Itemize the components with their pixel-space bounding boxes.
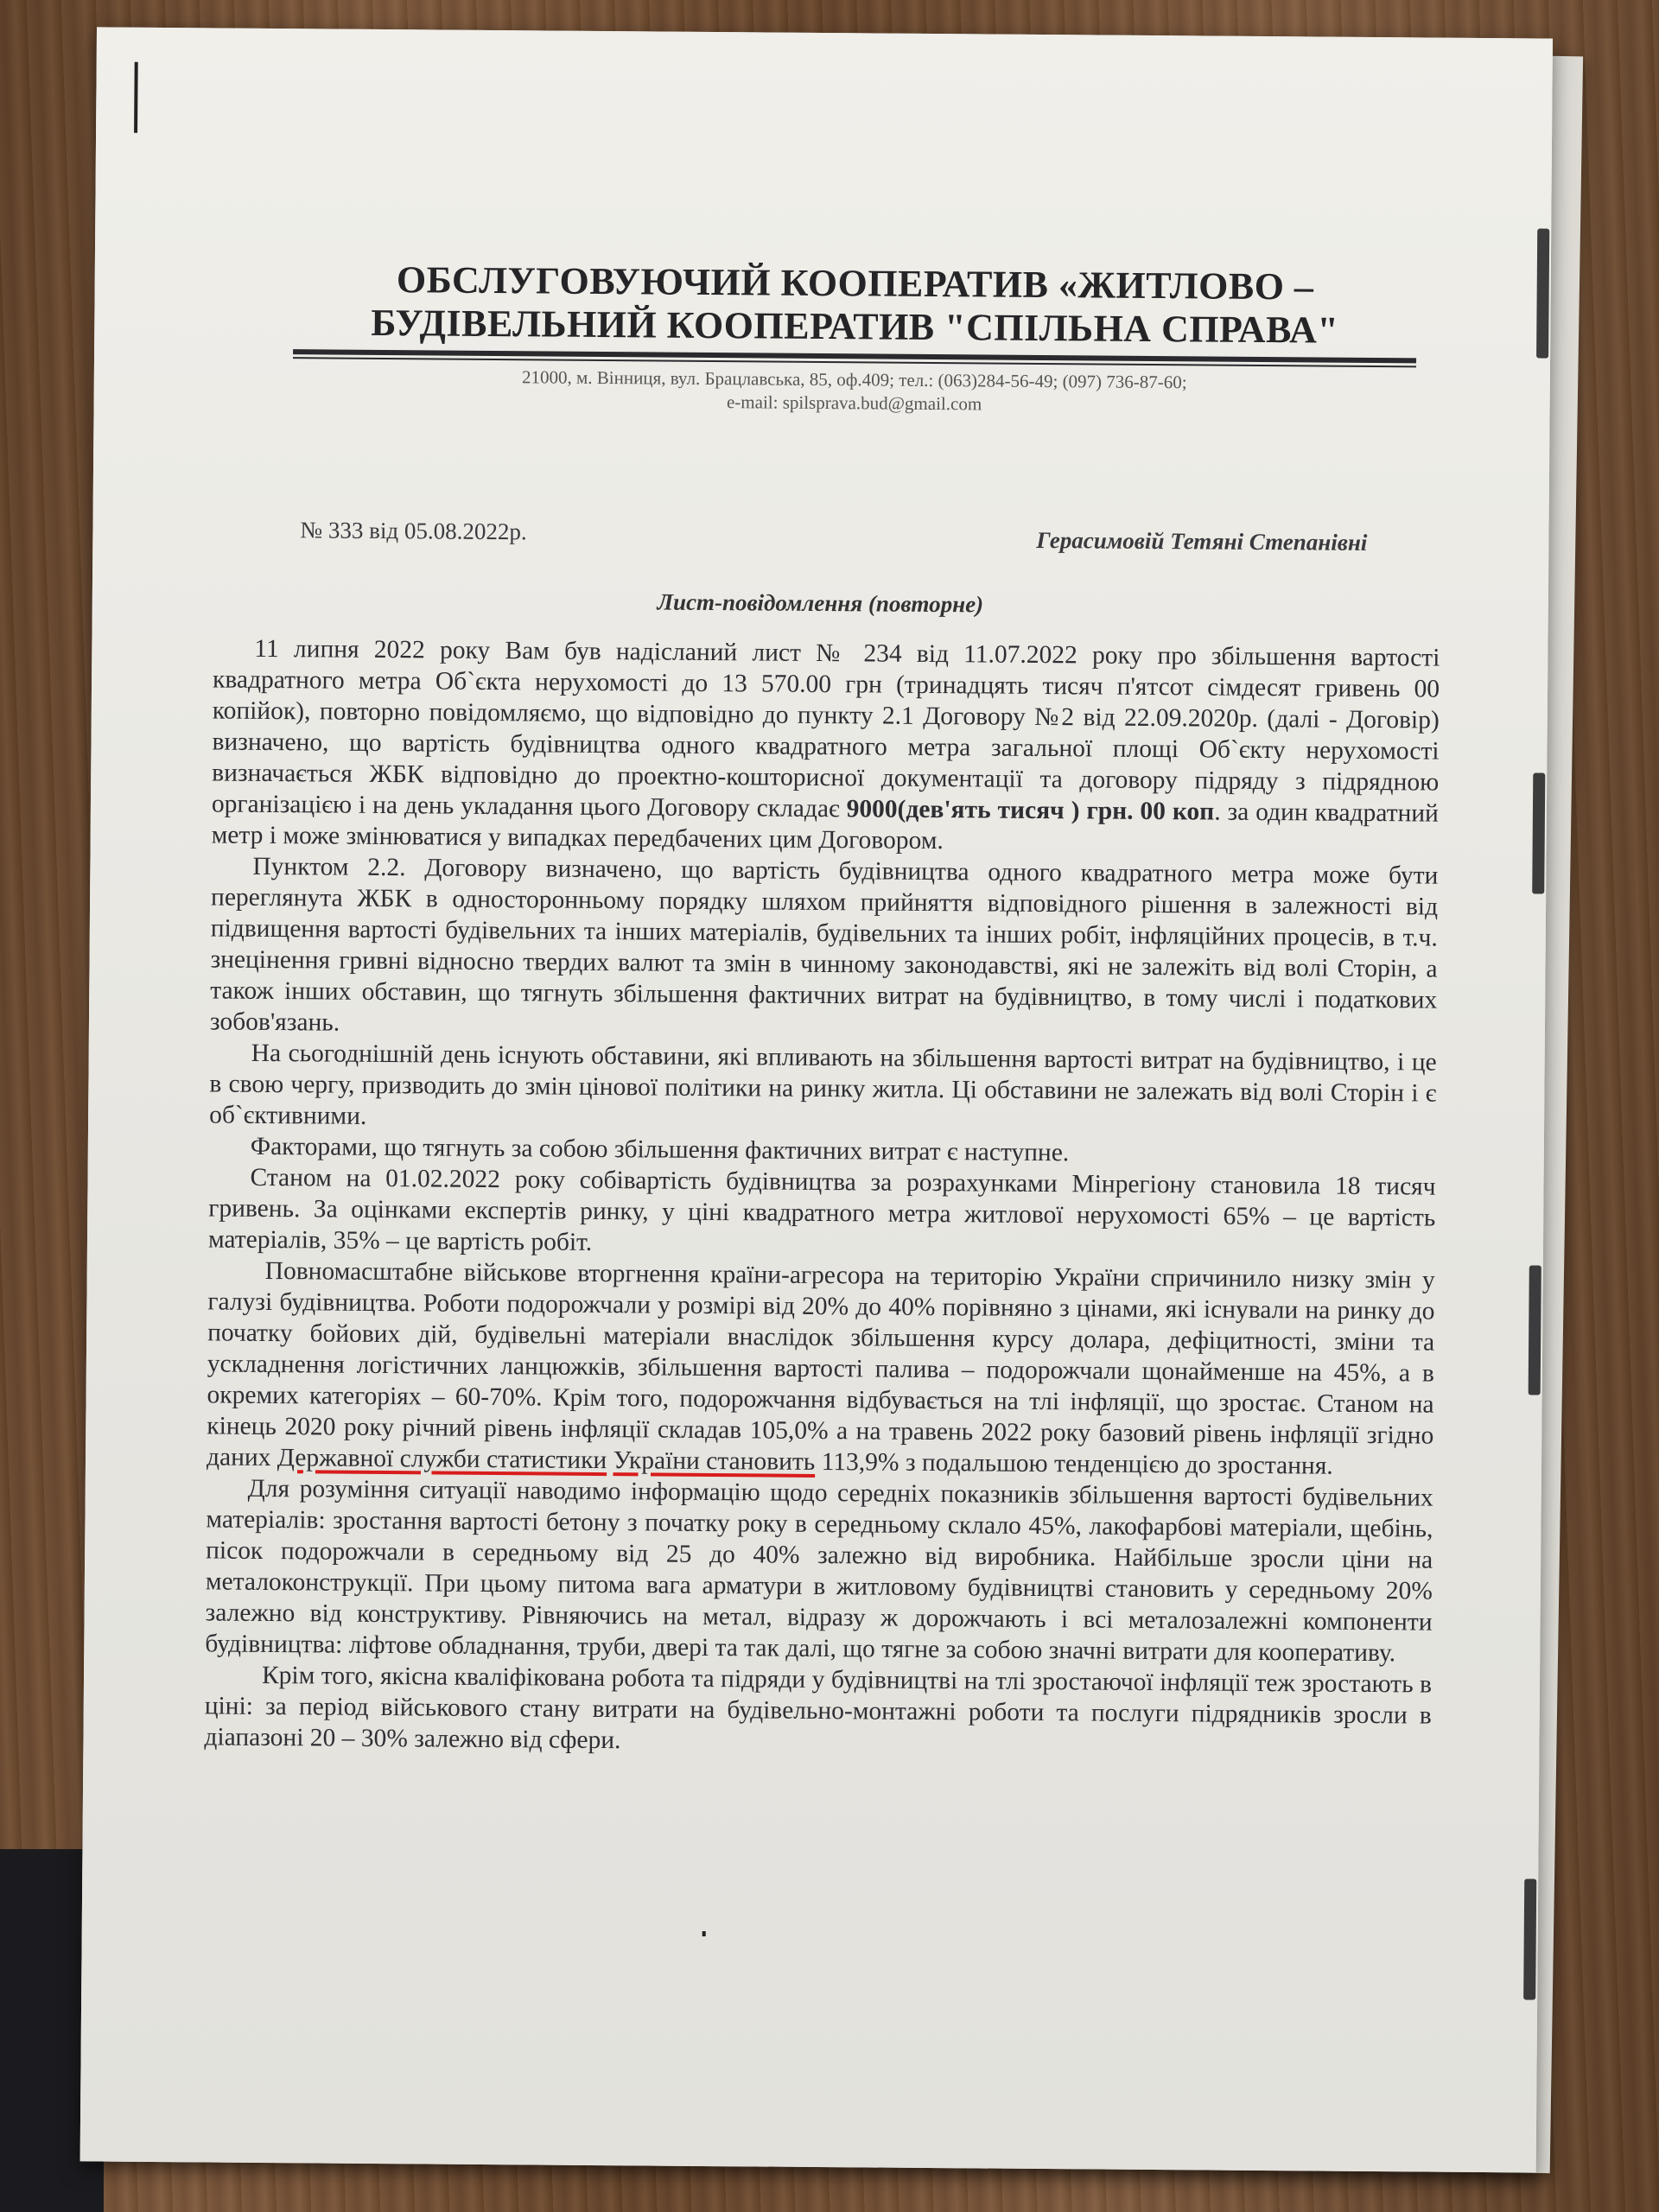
price-bold: 9000(дев'ять тисяч ) грн. 00 коп <box>846 795 1215 826</box>
copier-edge-mark <box>1536 228 1549 358</box>
copier-edge-mark <box>1532 772 1545 893</box>
paragraph-2: Пунктом 2.2. Договору визначено, що вартість будівництва одного квадратного метра може бути переглянута ЖБК в односторонньому порядку шляхом прийняття відповідного рішення в залежності від підвищення вартості будівельних та інших матеріалів, будівельних та інших робіт, інфляційних процесів, в т.ч. знецінення гривні відносно твердих валют та змін в чинному законодавстві, які не залежіть від волі Сторін, а також інших обставин, що тягнуть збільшення фактичних витрат на будівництво, в тому числі і податкових зобов'язань. <box>209 852 1439 1037</box>
paragraph-5: Станом на 01.02.2022 року собівартість будівництва за розрахунками Мінрегіону становила 18 тисяч гривень. За оцінками експертів ринку, у ціні квадратного метра житлової нерухомості 65% – це вартість матеріалів, 35% – це вартість робіт. <box>207 1163 1436 1256</box>
paragraph-6: Повномасштабне військове вторгнення країни-агресора на територію України спричинило низку змін у галузі будівництва. Роботи подорожчали у розмірі від 20% до 40% порівняно з цінами, які існували на ринку до початку бойових дій, будівельні матеріали внаслідок збільшення курсу долара, дефіцитності, зміни та ускладнення логістичних ланцюжків, збільшення вартості палива – подорожчали щонайменше на 45%, а в окремих категоріях – 60-70%. Крім того, подорожчання відбувається на тлі інфляції, що зростає. Станом на кінець 2020 року річний рівень інфляції складав 105,0% а на травень 2022 року базовий рівень інфляції згідно даних Державної служби статистики України становить 113,9% з подальшою тенденцією до зростання. <box>206 1256 1435 1480</box>
letter-addressee: Герасимовій Тетяні Степанівні <box>1036 526 1368 556</box>
copier-edge-mark <box>1529 1265 1541 1395</box>
red-underline: України становить <box>613 1446 816 1476</box>
paragraph-1: 11 липня 2022 року Вам був надісланий лист № 234 від 11.07.2022 року про збільшення вартості квадратного метра Об`єкта нерухомості до 13 570.00 грн (тринадцять тисяч п'ятсот сімдесят гривень 00 копійок), повторно повідомляємо, що відповідно до пункту 2.1 Договору №2 від 22.09.2020р. (далі - Договір) визначено, що вартість будівництва одного квадратного метра загальної площі Об`єкту нерухомості визначається ЖБК відповідно до проектно-кошторисної документації та договору підряду з підрядною організацією і на день укладання цього Договору складає 9000(дев'ять тисяч ) грн. 00 коп. за один квадратний метр і може змінюватися у випадках передбачених цим Договором. <box>211 634 1440 855</box>
letter-page <box>80 27 1553 2172</box>
copier-edge-mark <box>1523 1878 1536 1999</box>
org-name-line-1: ОБСЛУГОВУЮЧИЙ КООПЕРАТИВ «ЖИТЛОВО – <box>396 258 1314 308</box>
pen-dot <box>702 1931 706 1936</box>
red-underline: Державної служби статистики <box>276 1444 607 1475</box>
org-name-line-2: БУДІВЕЛЬНИЙ КООПЕРАТИВ "СПІЛЬНА СПРАВА" <box>371 301 1339 352</box>
paragraph-7: Для розуміння ситуації наводимо інформацію щодо середніх показників збільшення вартості будівельних матеріалів: зростання вартості бетону з початку року в середньому склало 45%, лакофарбові матеріали, щебінь, пісок подорожчали в середньому від 25 до 40% залежно від виробника. Найбільше зросли ціни на металоконструкції. При цьому питома вага арматури в житловому будівництві становить у середньому 20% залежно від конструктиву. Рівняючись на метал, відразу ж дорожчають і всі металозалежні компоненти будівництва: ліфтове обладнання, труби, двері та так далі, що тягне за собою значні витрати для кооперативу. <box>205 1474 1433 1668</box>
pen-mark <box>134 62 138 133</box>
letter-reference: № 333 від 05.08.2022р. <box>300 517 527 545</box>
paragraph-4: Факторами, що тягнуть за собою збільшення фактичних витрат є наступне. <box>250 1132 1070 1167</box>
org-address: 21000, м. Вінниця, вул. Брацлавська, 85, оф.409; тел.: (063)284-56-49; (097) 736-87-60; <box>521 366 1187 393</box>
org-email: e-mail: spilsprava.bud@gmail.com <box>726 391 982 415</box>
letter-title: Лист-повідомлення (повторне) <box>657 588 984 618</box>
paragraph-8: Крім того, якісна кваліфікована робота та підряди у будівництві на тлі зростаючої інфляції теж зростають в ціні: за період військового стану витрати на будівельно-монтажні роботи та послуги підрядників зросли в діапазоні 20 – 30% залежно від сфери. <box>204 1661 1433 1755</box>
paragraph-3: На сьогоднішній день існують обставини, які впливають на збільшення вартості витрат на будівництво, і це в свою чергу, призводить до змін цінової політики на ринку житла. Ці обставини не залежать від волі Сторін і є об`єктивними. <box>209 1039 1437 1130</box>
letter-body <box>204 632 1440 1762</box>
letterhead <box>293 257 1417 419</box>
